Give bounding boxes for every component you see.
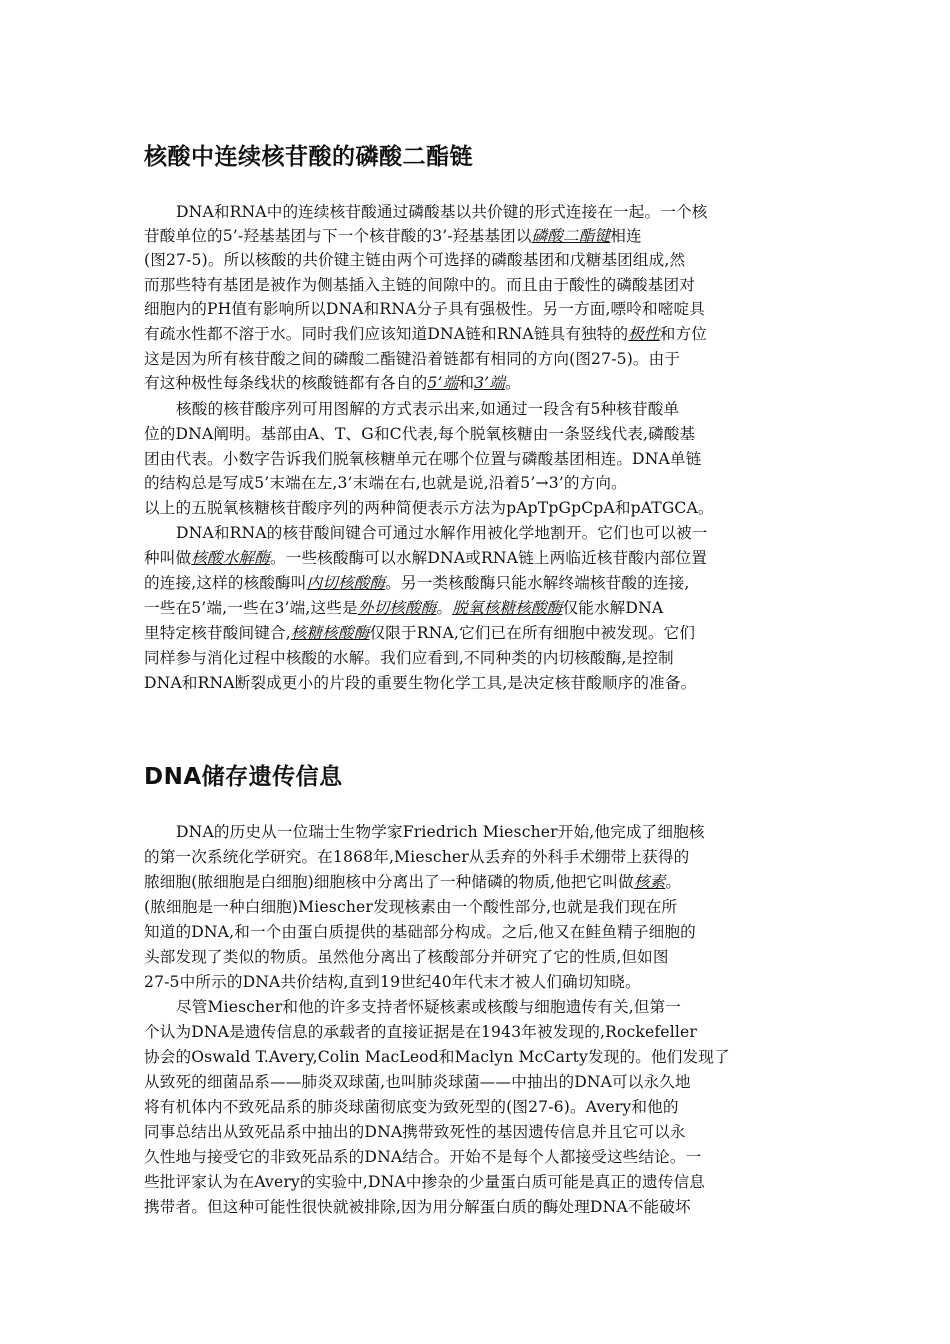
term-polarity: 极性 [628,325,660,343]
paragraph-line: 协会的Oswald T.Avery,Colin MacLeod和Maclyn McCarty发现的。他们发现了 [144,1048,730,1066]
paragraph-line: 苷酸单位的5’-羟基基团与下一个核苷酸的3’-羟基基团以磷酸二酯键相连 [144,227,642,245]
paragraph-line: 而那些特有基团是被作为侧基插入主链的间隙中的。而且由于酸性的磷酸基团对 [144,276,696,294]
paragraph-line: DNA和RNA中的连续核苷酸通过磷酸基以共价键的形式连接在一起。一个核 [176,203,708,221]
paragraph-line: DNA的历史从一位瑞士生物学家Friedrich Miescher开始,他完成了细胞核 [176,823,705,841]
paragraph-line: 27-5中所示的DNA共价结构,直到19世纪40年代末才被人们确切知晓。 [144,973,641,991]
paragraph-line: 从致死的细菌品系——肺炎双球菌,也叫肺炎球菌——中抽出的DNA可以永久地 [144,1073,691,1091]
paragraph-line: 知道的DNA,和一个由蛋白质提供的基础部分构成。之后,他又在鲑鱼精子细胞的 [144,923,696,941]
paragraph-line: 一些在5’端,一些在3’端,这些是外切核酸酶。脱氧核糖核酸酶仅能水解DNA [144,599,664,617]
paragraph-line: 位的DNA阐明。基部由A、T、G和C代表,每个脱氧核糖由一条竖线代表,磷酸基 [144,425,696,443]
section-title-phosphodiester: 核酸中连续核苷酸的磷酸二酯链 [144,144,473,170]
paragraph-line: 头部发现了类似的物质。虽然他分离出了核酸部分并研究了它的性质,但如图 [144,948,669,966]
paragraph-line: 有这种极性每条线状的核酸链都有各自的5’端和3’端。 [144,374,521,392]
paragraph-line: 的连接,这样的核酸酶叫内切核酸酶。另一类核酸酶只能水解终端核苷酸的连接, [144,574,690,592]
term-deoxyribonuclease: 脱氧核糖核酸酶 [452,599,563,617]
term-ribonuclease: 核糖核酸酶 [290,624,370,642]
paragraph-line: 的第一次系统化学研究。在1868年,Miescher从丢弃的外科手术绷带上获得的 [144,848,690,866]
paragraph-line: 将有机体内不致死品系的肺炎球菌彻底变为致死型的(图27-6)。Avery和他的 [144,1098,679,1116]
paragraph-line: 个认为DNA是遗传信息的承载者的直接证据是在1943年被发现的,Rockefeller [144,1023,697,1041]
paragraph-line: 久性地与接受它的非致死品系的DNA结合。开始不是每个人都接受这些结论。一 [144,1148,702,1166]
paragraph-line: 核酸的核苷酸序列可用图解的方式表示出来,如通过一段含有5种核苷酸单 [176,400,680,418]
paragraph-line: 这是因为所有核苷酸之间的磷酸二酯键沿着链都有相同的方向(图27-5)。由于 [144,350,681,368]
paragraph-line: 的结构总是写成5’末端在左,3’末端在右,也就是说,沿着5’→3’的方向。 [144,474,627,492]
paragraph-line: 以上的五脱氧核糖核苷酸序列的两种简便表示方法为pApTpGpCpA和pATGCA。 [144,499,714,517]
paragraph-line: (图27-5)。所以核酸的共价键主链由两个可选择的磷酸基团和戊糖基团组成,然 [144,251,686,269]
paragraph-line: DNA和RNA的核苷酸间键合可通过水解作用被化学地割开。它们也可以被一 [176,524,708,542]
paragraph-line: 团由代表。小数字告诉我们脱氧核糖单元在哪个位置与磷酸基团相连。DNA单链 [144,450,702,468]
paragraph-line: 携带者。但这种可能性很快就被排除,因为用分解蛋白质的酶处理DNA不能破坏 [144,1198,691,1216]
paragraph-line: 同事总结出从致死品系中抽出的DNA携带致死性的基因遗传信息并且它可以永 [144,1123,686,1141]
paragraph-line: DNA和RNA断裂成更小的片段的重要生物化学工具,是决定核苷酸顺序的准备。 [144,674,697,692]
paragraph-line: 细胞内的PH值有影响所以DNA和RNA分子具有强极性。另一方面,嘌呤和嘧啶具 [144,300,706,318]
term-nuclease: 核酸水解酶 [191,549,270,567]
section-title-dna-genetic-info: DNA储存遗传信息 [144,764,343,790]
term-endonuclease: 内切核酸酶 [306,574,386,592]
term-5-end: 5’端 [427,374,459,392]
paragraph-line: 有疏水性都不溶于水。同时我们应该知道DNA链和RNA链具有独特的极性和方位 [144,325,708,343]
paragraph-line: 尽管Miescher和他的许多支持者怀疑核素或核酸与细胞遗传有关,但第一 [176,998,682,1016]
paragraph-line: 脓细胞(脓细胞是白细胞)细胞核中分离出了一种储磷的物质,他把它叫做核素。 [144,873,682,891]
term-3-end: 3’端 [474,374,505,392]
paragraph-line: 同样参与消化过程中核酸的水解。我们应看到,不同种类的内切核酸酶,是控制 [144,649,674,667]
paragraph-line: 里特定核苷酸间键合,核糖核酸酶仅限于RNA,它们已在所有细胞中被发现。它们 [144,624,696,642]
paragraph-line: 些批评家认为在Avery的实验中,DNA中掺杂的少量蛋白质可能是真正的遗传信息 [144,1173,705,1191]
paragraph-line: 种叫做核酸水解酶。一些核酸酶可以水解DNA或RNA链上两临近核苷酸内部位置 [144,549,708,567]
term-phosphodiester-bond: 磷酸二酯键 [531,227,611,245]
term-nuclein: 核素 [633,873,666,891]
term-exonuclease: 外切核酸酶 [357,599,437,617]
paragraph-line: (脓细胞是一种白细胞)Miescher发现核素由一个酸性部分,也就是我们现在所 [144,898,678,916]
